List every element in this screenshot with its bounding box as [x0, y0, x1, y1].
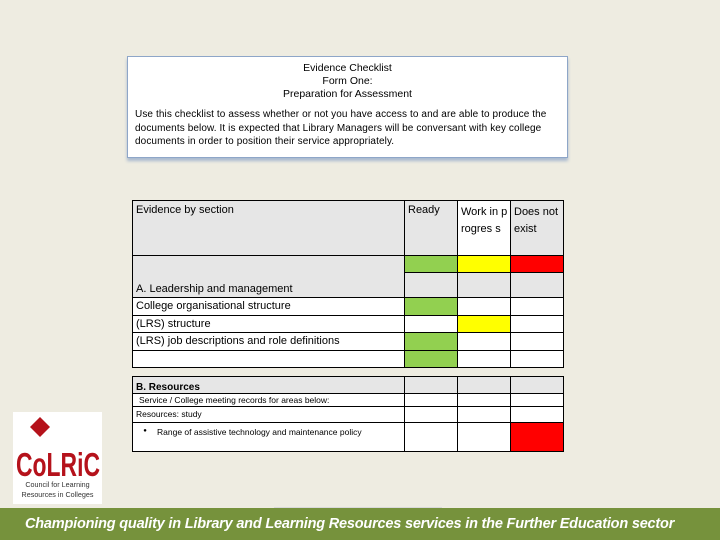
row-a3-progress-cell[interactable]: [458, 333, 511, 351]
row-a2-notexist-cell[interactable]: [511, 316, 564, 333]
row-b3-text: Range of assistive technology and maintenance policy: [157, 427, 362, 437]
row-a1-progress-cell[interactable]: [458, 298, 511, 316]
row-a2-ready-cell[interactable]: [405, 316, 458, 333]
section-a-ready-cell: [405, 273, 458, 298]
col-header-evidence: Evidence by section: [133, 201, 405, 256]
colric-logo: [13, 412, 102, 504]
col-header-not-exist: Does not exist: [511, 201, 564, 256]
evidence-table: [132, 200, 564, 452]
section-b-progress-cell: [458, 377, 511, 394]
row-a1-notexist-cell[interactable]: [511, 298, 564, 316]
row-b3-ready-cell[interactable]: [405, 423, 458, 452]
row-a4-label: [133, 351, 405, 368]
footer-banner: Championing quality in Library and Learning Resources services in the Further Education sector: [0, 508, 720, 540]
checklist-description: Use this checklist to assess whether or not you have access to and are able to produce the documents below. It is expected that Library Managers will be conversant with key college documents in order to position their service appropriately.: [135, 109, 547, 147]
row-a4-ready-cell[interactable]: [405, 351, 458, 368]
colric-logo-graphic: [13, 412, 102, 504]
row-b3-progress-cell[interactable]: [458, 423, 511, 452]
section-a-heading: A. Leadership and management: [133, 273, 405, 298]
section-b-heading: B. Resources: [133, 377, 405, 394]
row-b2-label: Resources: study: [133, 407, 405, 423]
row-a1-ready-cell[interactable]: [405, 298, 458, 316]
logo-line-1: Council for Learning: [25, 480, 90, 489]
section-a-notexist-cell: [511, 273, 564, 298]
checklist-header-box: [127, 56, 568, 158]
status-legend-in-progress: [458, 256, 511, 273]
row-a4-notexist-cell[interactable]: [511, 351, 564, 368]
row-a4-progress-cell[interactable]: [458, 351, 511, 368]
status-legend-blank: [133, 256, 405, 273]
row-a2-progress-cell[interactable]: [458, 316, 511, 333]
row-b2-ready-cell[interactable]: [405, 407, 458, 423]
row-b1-label: Service / College meeting records for areas below:: [133, 394, 405, 407]
row-b2-progress-cell[interactable]: [458, 407, 511, 423]
row-b1-ready-cell[interactable]: [405, 394, 458, 407]
section-a-progress-cell: [458, 273, 511, 298]
logo-line-2: Resources in Colleges: [21, 490, 94, 499]
row-b2-notexist-cell[interactable]: [511, 407, 564, 423]
row-b1-notexist-cell[interactable]: [511, 394, 564, 407]
row-a3-label: (LRS) job descriptions and role definitions: [133, 333, 405, 351]
logo-wordmark: CoLRiC: [16, 446, 100, 483]
status-legend-ready: [405, 256, 458, 273]
col-header-ready: Ready: [405, 201, 458, 256]
table-gap: [133, 368, 564, 377]
row-b3-label: [133, 423, 405, 452]
row-b1-progress-cell[interactable]: [458, 394, 511, 407]
bullet-icon: ●: [143, 428, 147, 434]
col-header-in-progress: Work in progres s: [458, 201, 511, 256]
section-b-ready-cell: [405, 377, 458, 394]
checklist-heading: [128, 62, 567, 101]
row-a2-label: (LRS) structure: [133, 316, 405, 333]
row-a1-label: College organisational structure: [133, 298, 405, 316]
row-a3-ready-cell[interactable]: [405, 333, 458, 351]
checklist-title: Evidence Checklist: [303, 62, 392, 74]
checklist-form-label: Form One:: [322, 75, 373, 87]
row-a3-notexist-cell[interactable]: [511, 333, 564, 351]
checklist-section-title: Preparation for Assessment: [283, 88, 412, 100]
row-b3-notexist-cell[interactable]: [511, 423, 564, 452]
status-legend-not-exist: [511, 256, 564, 273]
section-b-notexist-cell: [511, 377, 564, 394]
